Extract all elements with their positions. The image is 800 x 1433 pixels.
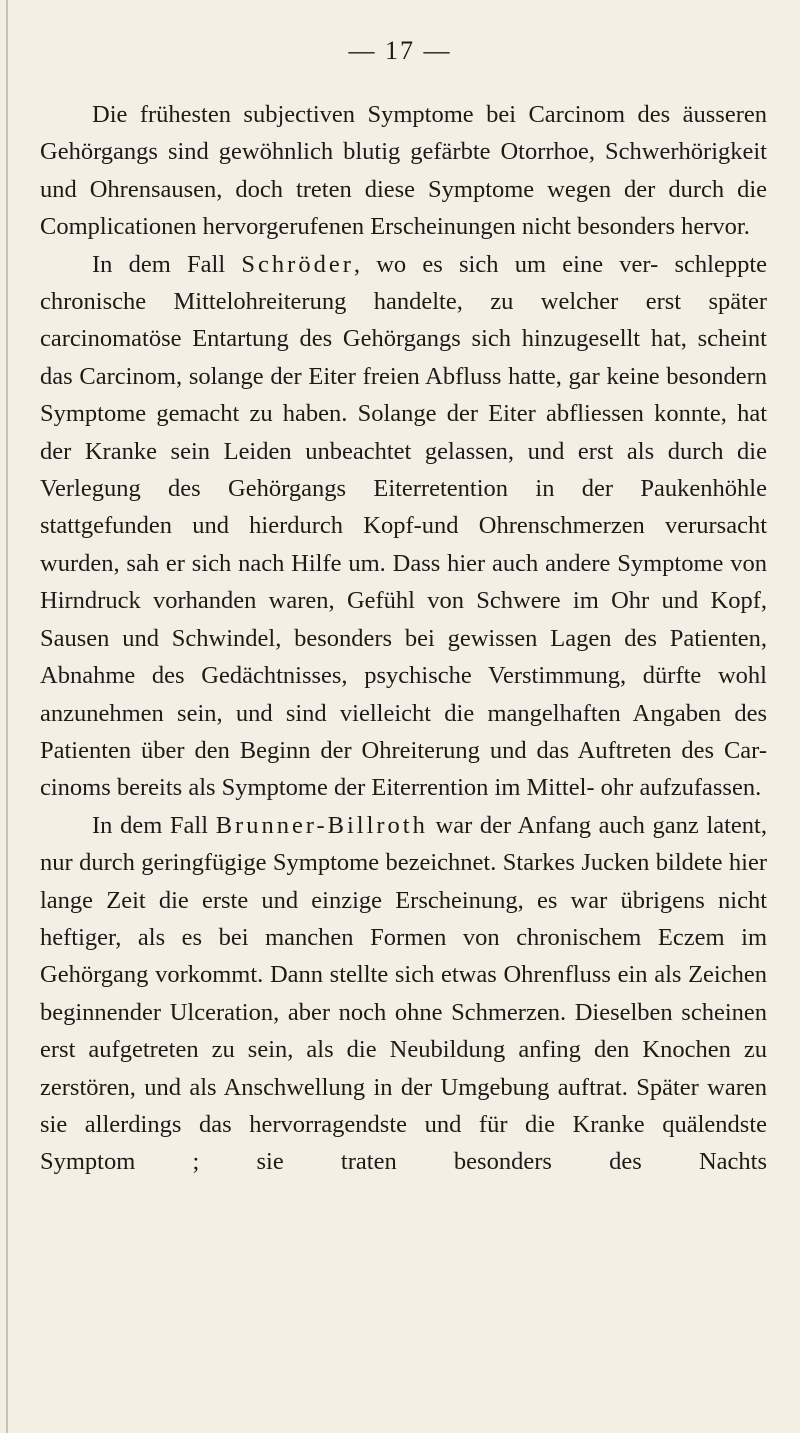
body-text [40, 96, 767, 1181]
paragraph-3 [40, 807, 767, 1181]
paragraph-2-body: , wo es sich um eine ver- schleppte chronische Mittelohreiterung handelte, zu welcher erst später carcinomatöse Entartung des Gehörgangs sich hinzugesellt hat, scheint das Carcinom, solange der Eiter freien Abfluss hatte, gar keine besondern Symptome gemacht zu haben. Solange der Eiter abfliessen konnte, hat der Kranke sein Leiden unbeachtet gelassen, und erst als durch die Verlegung des Gehörgangs Eiterretention in der Paukenhöhle stattgefunden und hierdurch Kopf-und Ohrenschmerzen verursacht wurden, sah er sich nach Hilfe um. Dass hier auch andere Symptome von Hirndruck vorhanden waren, Gefühl von Schwere im Ohr und Kopf, Sausen und Schwindel, besonders bei gewissen Lagen des Patienten, Abnahme des Gedächtnisses, psychische Verstimmung, dürfte wohl anzunehmen sein, und sind vielleicht die mangelhaften Angaben des Patienten über den Beginn der Ohreiterung und das Auftreten des Car- cinoms bereits als Symptome der Eiterrention im Mittel- ohr aufzufassen. [40, 250, 767, 802]
paragraph-3-lead: In dem Fall [92, 811, 216, 839]
case-name-schroeder: Schröder [241, 250, 354, 278]
paragraph-3-body: war der Anfang auch ganz latent, nur durch geringfügige Symptome bezeichnet. Starkes Jucken bildete hier lange Zeit die erste und einzige Erscheinung, es war übrigens nicht heftiger, als es bei manchen Formen von chronischem Eczem im Gehörgang vorkommt. Dann stellte sich etwas Ohrenfluss ein als Zeichen beginnender Ulceration, aber noch ohne Schmerzen. Dieselben scheinen erst aufgetreten zu sein, als die Neubildung anfing den Knochen zu zerstören, und als Anschwellung in der Umgebung auftrat. Später waren sie allerdings das hervorragendste und für die Kranke quälendste Symptom ; sie traten besonders des Nachts [40, 811, 767, 1176]
page-number: — 17 — [348, 36, 452, 65]
paragraph-2 [40, 246, 767, 807]
paragraph-1: Die frühesten subjectiven Symptome bei Carcinom des äusseren Gehörgangs sind gewöhnlich blutig gefärbte Otorrhoe, Schwerhörigkeit und Ohrensausen, doch treten diese Symptome wegen der durch die Complicationen hervorgerufenen Erscheinungen nicht besonders hervor. [40, 101, 767, 241]
case-name-brunner-billroth: Brunner-Billroth [215, 811, 428, 839]
page-edge [6, 0, 8, 1433]
paragraph-2-lead: In dem Fall [92, 250, 242, 278]
